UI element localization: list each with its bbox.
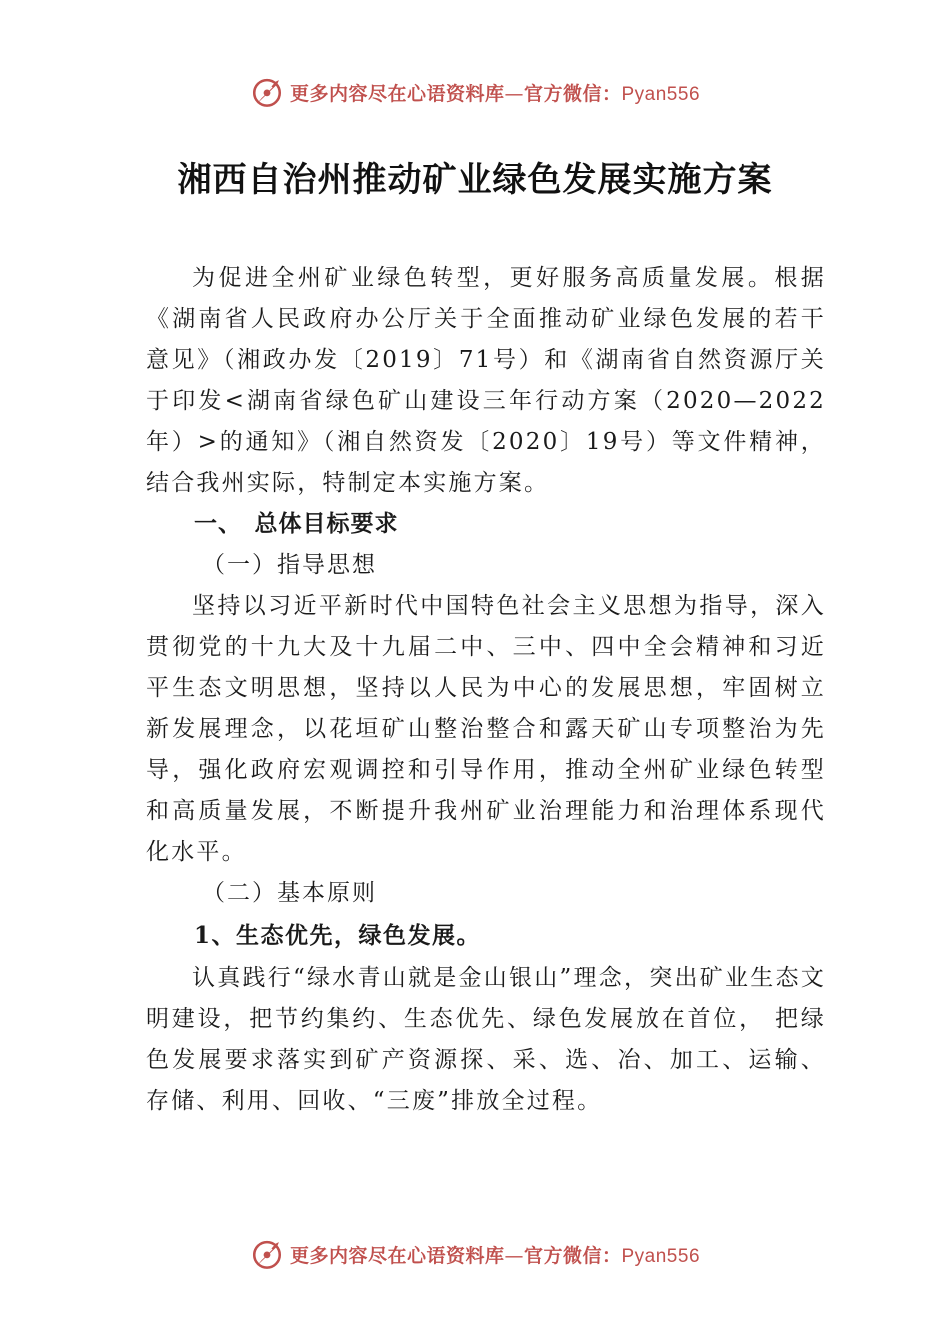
watermark-text <box>290 1241 700 1268</box>
watermark-dash: — <box>504 1244 524 1267</box>
principle-paragraph-1: 认真践行“绿水青山就是金山银山”理念，突出矿业生态文明建设，把节约集约、生态优先、绿色发展放在首位， 把绿色发展要求落实到矿产资源探、采、选、冶、加工、运输、存储、利用、回收、“三废”排放全过程。 <box>146 965 826 1114</box>
footer-watermark <box>0 1234 950 1274</box>
watermark-label: 官方微信： <box>523 82 622 105</box>
watermark-wechat-id: Pyan556 <box>621 1245 701 1267</box>
guiding-ideology-paragraph: 坚持以习近平新时代中国特色社会主义思想为指导，深入贯彻党的十九大及十九届二中、三中、四中全会精神和习近平生态文明思想，坚持以人民为中心的发展思想，牢固树立新发展理念，以花垣矿山整治整合和露天矿山专项整治为先导，强化政府宏观调控和引导作用，推动全州矿业绿色转型和高质量发展，不断提升我州矿业治理能力和治理体系现代化水平。 <box>146 593 826 865</box>
watermark-label: 官方微信： <box>523 1244 622 1267</box>
watermark-wechat-id: Pyan556 <box>621 83 701 105</box>
section-heading-1: 一、 总体目标要求 <box>194 511 399 537</box>
subsection-heading-1: （一）指导思想 <box>202 552 377 578</box>
document-body <box>146 258 826 1122</box>
principle-heading-1: 1、生态优先，绿色发展。 <box>194 922 482 949</box>
quill-seal-icon <box>250 75 284 109</box>
header-watermark <box>0 72 950 112</box>
watermark-text <box>290 79 700 106</box>
watermark-prefix: 更多内容尽在心语资料库 <box>289 82 505 105</box>
watermark-prefix: 更多内容尽在心语资料库 <box>289 1244 505 1267</box>
intro-paragraph: 为促进全州矿业绿色转型，更好服务高质量发展。根据《湖南省人民政府办公厅关于全面推动矿业绿色发展的若干意见》（湘政办发〔2019〕71号）和《湖南省自然资源厅关于印发<湖南省绿色矿山建设三年行动方案（2020—2022年）>的通知》（湘自然资发〔2020〕19号）等文件精神，结合我州实际，特制定本实施方案。 <box>146 265 826 496</box>
watermark-dash: — <box>504 82 524 105</box>
document-title: 湘西自治州推动矿业绿色发展实施方案 <box>177 160 773 200</box>
quill-seal-icon <box>250 1237 284 1271</box>
subsection-heading-2: （二）基本原则 <box>202 880 377 906</box>
